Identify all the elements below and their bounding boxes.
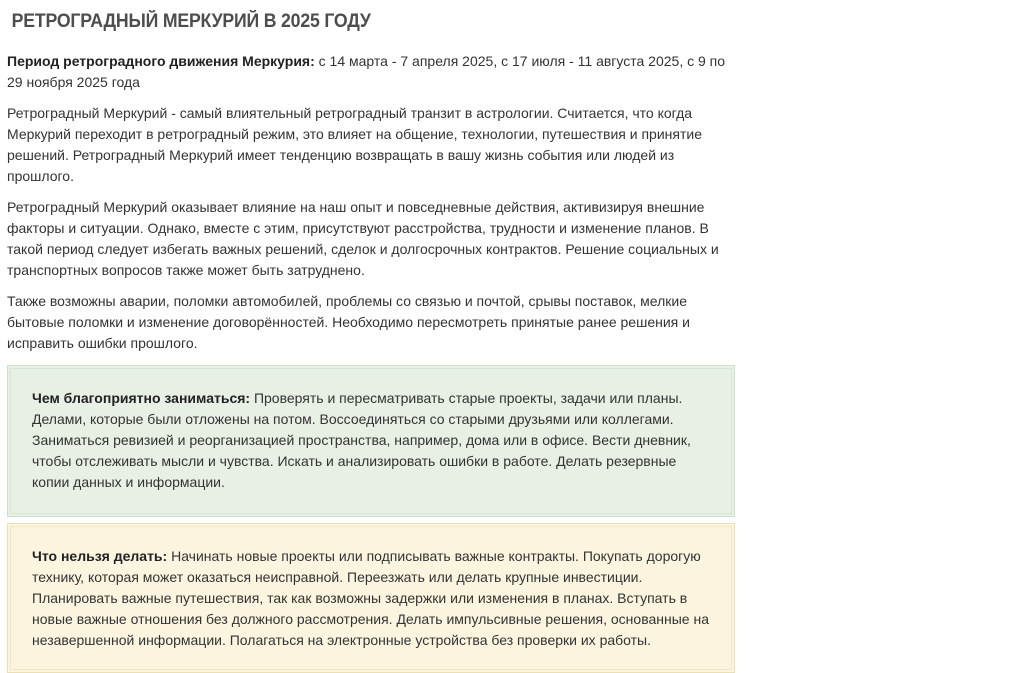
period-paragraph xyxy=(7,51,729,93)
forbidden-body: Начинать новые проекты или подписывать важные контракты. Покупать дорогую технику, которая может оказаться неисправной. Переезжать или делать крупные инвестиции. Планировать важные путешествия, так как возможны задержки или изменения в планах. Вступать в новые важные отношения без должного рассмотрения. Делать импульсивные решения, основанные на незавершенной информации. Полагаться на электронные устройства без проверки их работы. xyxy=(32,548,709,648)
favorable-body: Проверять и пересматривать старые проекты, задачи или планы. Делами, которые были отложены на потом. Воссоединяться со старыми друзьями или коллегами. Заниматься ревизией и реорганизацией пространства, например, дома или в офисе. Вести дневник, чтобы отслеживать мысли и чувства. Искать и анализировать ошибки в работе. Делать резервные копии данных и информации. xyxy=(32,390,691,490)
period-label: Период ретроградного движения Меркурия: xyxy=(7,53,315,69)
favorable-text xyxy=(32,388,712,493)
paragraph-influence: Ретроградный Меркурий оказывает влияние на наш опыт и повседневные действия, активизируя внешние факторы и ситуации. Однако, вместе с этим, присутствуют расстройства, трудности и изменение планов. В такой период следует избегать важных решений, сделок и долгосрочных контрактов. Решение социальных и транспортных вопросов также может быть затруднено. xyxy=(7,199,719,278)
favorable-box xyxy=(7,365,735,517)
paragraph-accidents: Также возможны аварии, поломки автомобилей, проблемы со связью и почтой, срывы поставок, мелкие бытовые поломки и изменение договорённостей. Необходимо пересмотреть принятые ранее решения и исправить ошибки прошлого. xyxy=(7,293,690,351)
forbidden-label: Что нельзя делать: xyxy=(32,548,168,564)
forbidden-text xyxy=(32,546,712,651)
paragraph-intro: Ретроградный Меркурий - самый влиятельный ретроградный транзит в астрологии. Считается, что когда Меркурий переходит в ретроградный режим, это влияет на общение, технологии, путешествия и принятие решений. Ретроградный Меркурий имеет тенденцию возвращать в вашу жизнь события или людей из прошлого. xyxy=(7,105,702,184)
favorable-label: Чем благоприятно заниматься: xyxy=(32,390,251,406)
forbidden-box xyxy=(7,523,735,673)
page-title: РЕТРОГРАДНЫЙ МЕРКУРИЙ В 2025 ГОДУ xyxy=(11,11,371,32)
article xyxy=(7,0,737,648)
period-text: с 14 марта - 7 апреля 2025, с 17 июля - 11 августа 2025, с 9 по 29 ноября 2025 года xyxy=(7,53,726,90)
